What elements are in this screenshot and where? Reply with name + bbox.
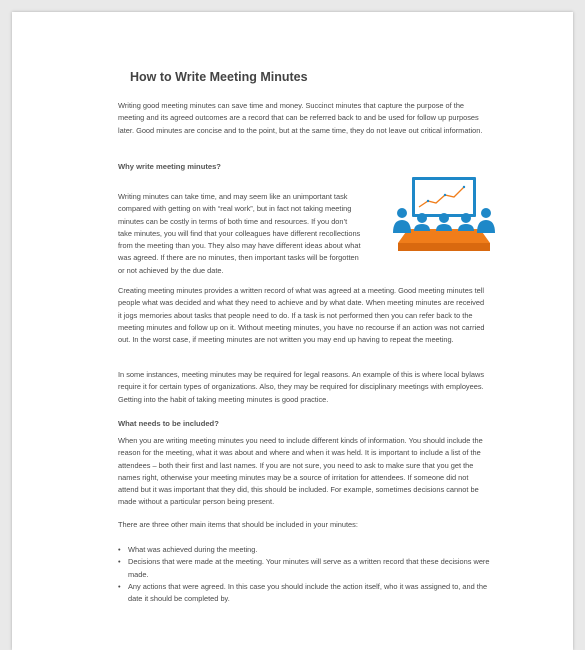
why-paragraph-1: Writing minutes can take time, and may seem like an unimportant task compared with getting on with “real work”, but in fact not taking meeting minutes can be costly in terms of both time and resources. If you don’t take minutes, you will find that your colleagues have different recollections from the meeting than you. They also may have different ideas about what was agreed. If there are no minutes, then important tasks will be forgotten or not achieved by the due date.	[118, 192, 361, 275]
meeting-presentation-icon	[390, 175, 498, 255]
included-heading: What needs to be included?	[118, 419, 219, 428]
why-heading: Why write meeting minutes?	[118, 162, 221, 171]
list-item: • Decisions that were made at the meeting. Your minutes will serve as a written record that these decisions were made.	[128, 556, 496, 581]
document-page	[12, 12, 573, 650]
included-paragraph-1: When you are writing meeting minutes you need to include different kinds of information. You should include the reason for the meeting, what it was about and where and when it was held. It is important to include a list of the attendees – both their first and last names. If you are not sure, you need to ask to make sure that you get the names right, otherwise your meeting minutes may be a source of irritation for attendees. If someone did not attend but it was important that they did, this should be included. For example, sometimes decisions cannot be made without a particular person being present.	[118, 436, 483, 507]
intro-paragraph: Writing good meeting minutes can save time and money. Succinct minutes that capture the purpose of the meeting and its agreed outcomes are a record that can be referred back to and be used for follow up purposes later. Good minutes are concise and to the point, but at the same time, they do not leave out critical information.	[118, 101, 483, 135]
included-paragraph-2: There are three other main items that should be included in your minutes:	[118, 520, 358, 529]
why-paragraph-3: In some instances, meeting minutes may be required for legal reasons. An example of this is where local bylaws require it for certain types of organizations. Also, they may be required for disciplinary meetings with employees. Getting into the habit of taking meeting minutes is good practice.	[118, 370, 485, 404]
list-item: • What was achieved during the meeting.	[128, 544, 496, 556]
list-item: • Any actions that were agreed. In this case you should include the action itself, who it was assigned to, and the date it should be completed by.	[128, 581, 496, 606]
included-bullet-list	[118, 544, 496, 605]
page-title: How to Write Meeting Minutes	[130, 70, 308, 84]
why-paragraph-2: Creating meeting minutes provides a written record of what was agreed at a meeting. Good meeting minutes tell people what was decided and what they need to achieve and by what date. When meeting minutes are received it jogs memories about tasks that people need to do. If a task is not performed then you can refer back to the meeting minutes and follow up on it. Without meeting minutes, you have no recourse if an action was not carried out. In the worst case, if meeting minutes are not written you may end up having to repeat the meeting.	[118, 286, 485, 345]
